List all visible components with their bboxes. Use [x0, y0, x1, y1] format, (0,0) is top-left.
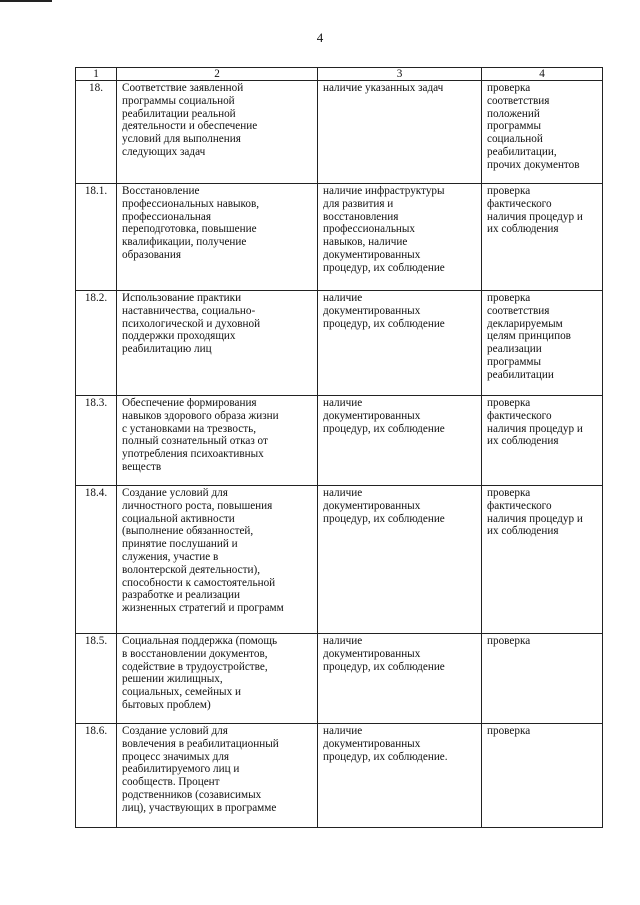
criterion-cell: Обеспечение формирования навыков здорового образа жизни с установками на трезвость, полный сознательный отказ от употребления психоактивных веществ — [117, 396, 318, 486]
column-header-2: 2 — [117, 68, 318, 81]
criterion-cell: Использование практики наставничества, социально- психологической и духовной поддержки проходящих реабилитацию лиц — [117, 291, 318, 396]
corner-mark — [0, 0, 52, 2]
indicator-cell: наличие документированных процедур, их соблюдение — [318, 486, 482, 634]
row-number: 18.2. — [76, 291, 117, 396]
indicator-cell: наличие указанных задач — [318, 81, 482, 184]
verification-cell: проверка фактического наличия процедур и их соблюдения — [482, 486, 603, 634]
table-row-18-6 — [76, 724, 603, 828]
verification-cell: проверка соответствия декларируемым целям принципов реализации программы реабилитации — [482, 291, 603, 396]
verification-cell: проверка — [482, 634, 603, 724]
column-header-1: 1 — [76, 68, 117, 81]
row-number: 18.1. — [76, 184, 117, 291]
criterion-cell: Восстановление профессиональных навыков, профессиональная переподготовка, повышение квалификации, получение образования — [117, 184, 318, 291]
indicator-cell: наличие документированных процедур, их соблюдение — [318, 634, 482, 724]
row-number: 18.5. — [76, 634, 117, 724]
table-row-18-5 — [76, 634, 603, 724]
table-row-18-1 — [76, 184, 603, 291]
row-number: 18.4. — [76, 486, 117, 634]
row-number: 18. — [76, 81, 117, 184]
column-header-3: 3 — [318, 68, 482, 81]
criterion-cell: Соответствие заявленной программы социальной реабилитации реальной деятельности и обеспечение условий для выполнения следующих задач — [117, 81, 318, 184]
indicator-cell: наличие документированных процедур, их соблюдение. — [318, 724, 482, 828]
verification-cell: проверка фактического наличия процедур и их соблюдения — [482, 396, 603, 486]
column-header-4: 4 — [482, 68, 603, 81]
indicator-cell: наличие инфраструктуры для развития и восстановления профессиональных навыков, наличие документированных процедур, их соблюдение — [318, 184, 482, 291]
criterion-cell: Социальная поддержка (помощь в восстановлении документов, содействие в трудоустройстве, решении жилищных, социальных, семейных и бытовых проблем) — [117, 634, 318, 724]
verification-cell: проверка соответствия положений программы социальной реабилитации, прочих документов — [482, 81, 603, 184]
row-number: 18.3. — [76, 396, 117, 486]
table-row-18-2 — [76, 291, 603, 396]
criterion-cell: Создание условий для личностного роста, повышения социальной активности (выполнение обязанностей, принятие послушаний и служения, участие в волонтерской деятельности), способности к самостоятельной разработке и реализации жизненных стратегий и программ — [117, 486, 318, 634]
criteria-table — [75, 67, 603, 828]
table-header-row — [76, 68, 603, 81]
criterion-cell: Создание условий для вовлечения в реабилитационный процесс значимых для реабилитируемого лиц и сообществ. Процент родственников (созависимых лиц), участвующих в программе — [117, 724, 318, 828]
table-row-18 — [76, 81, 603, 184]
verification-cell: проверка фактического наличия процедур и их соблюдения — [482, 184, 603, 291]
table-row-18-3 — [76, 396, 603, 486]
table-row-18-4 — [76, 486, 603, 634]
row-number: 18.6. — [76, 724, 117, 828]
indicator-cell: наличие документированных процедур, их соблюдение — [318, 396, 482, 486]
page-number: 4 — [316, 30, 324, 45]
indicator-cell: наличие документированных процедур, их соблюдение — [318, 291, 482, 396]
verification-cell: проверка — [482, 724, 603, 828]
